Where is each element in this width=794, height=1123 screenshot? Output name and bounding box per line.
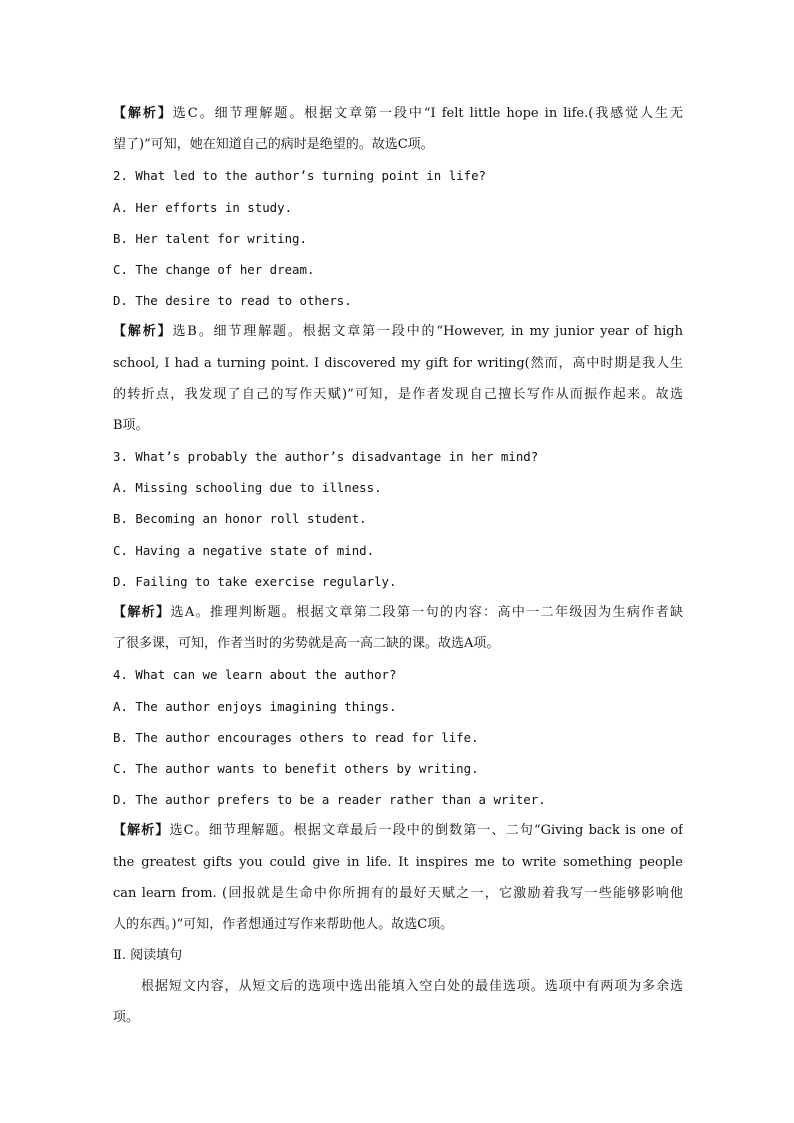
answer-2-line-3: 的转折点，我发现了自己的写作天赋)”可知，是作者发现自己擅长写作从而振作起来。故选 [113,386,683,402]
question-4-option-b: B. The author encourages others to read for life. [113,729,479,745]
section-2-instruction-line-2: 项。 [113,1010,140,1026]
answer-4-line-2: the greatest gifts you could give in life. It inspires me to write something people [113,854,683,870]
question-3-stem: 3. What’s probably the author’s disadvantage in her mind? [113,449,539,465]
question-2-stem: 2. What led to the author’s turning point in life? [113,168,486,184]
answer-4-line-1: 【解析】选C。细节理解题。根据文章最后一段中的倒数第一、二句“Giving back is one of [113,823,683,839]
question-3-option-b: B. Becoming an honor roll student. [113,511,367,527]
analysis-label: 【解析】 [113,605,171,620]
question-2-option-d: D. The desire to read to others. [113,293,352,309]
analysis-label: 【解析】 [113,823,170,839]
answer-1-line-1: 【解析】选C。细节理解题。根据文章第一段中“I felt little hope in life.(我感觉人生无 [113,106,683,121]
question-2-option-c: C. The change of her dream. [113,261,315,277]
question-3-option-c: C. Having a negative state of mind. [113,542,375,558]
question-3-option-a: A. Missing schooling due to illness. [113,480,382,496]
document-page [113,98,683,1034]
question-4-option-d: D. The author prefers to be a reader rather than a writer. [113,792,546,808]
answer-1-line-2: 望了)”可知，她在知道自己的病时是绝望的。故选C项。 [113,137,434,153]
analysis-label: 【解析】 [113,324,173,340]
question-3-option-d: D. Failing to take exercise regularly. [113,573,397,589]
question-4-option-c: C. The author wants to benefit others by writing. [113,760,479,776]
section-2-instruction-line-1: 根据短文内容，从短文后的选项中选出能填入空白处的最佳选项。选项中有两项为多余选 [141,979,683,995]
answer-3-line-2: 了很多课，可知，作者当时的劣势就是高一高二缺的课。故选A项。 [113,636,500,652]
question-2-option-b: B. Her talent for writing. [113,230,307,246]
answer-4-line-3: can learn from. (回报就是生命中你所拥有的最好天赋之一，它激励着我写一些能够影响他 [113,885,683,901]
question-4-stem: 4. What can we learn about the author? [113,667,397,683]
answer-3-line-1: 【解析】选A。推理判断题。根据文章第二段第一句的内容：高中一二年级因为生病作者缺 [113,605,683,620]
question-2-option-a: A. Her efforts in study. [113,199,293,215]
answer-4-line-4: 人的东西。)”可知，作者想通过写作来帮助他人。故选C项。 [113,916,454,932]
answer-2-line-2: school, I had a turning point. I discovered my gift for writing(然而，高中时期是我人生 [113,355,683,371]
question-4-option-a: A. The author enjoys imagining things. [113,698,397,714]
answer-2-line-1: 【解析】选B。细节理解题。根据文章第一段中的“However, in my junior year of high [113,324,683,340]
analysis-label: 【解析】 [113,106,173,121]
section-2-heading: Ⅱ. 阅读填句 [113,948,183,964]
answer-2-line-4: B项。 [113,417,149,433]
